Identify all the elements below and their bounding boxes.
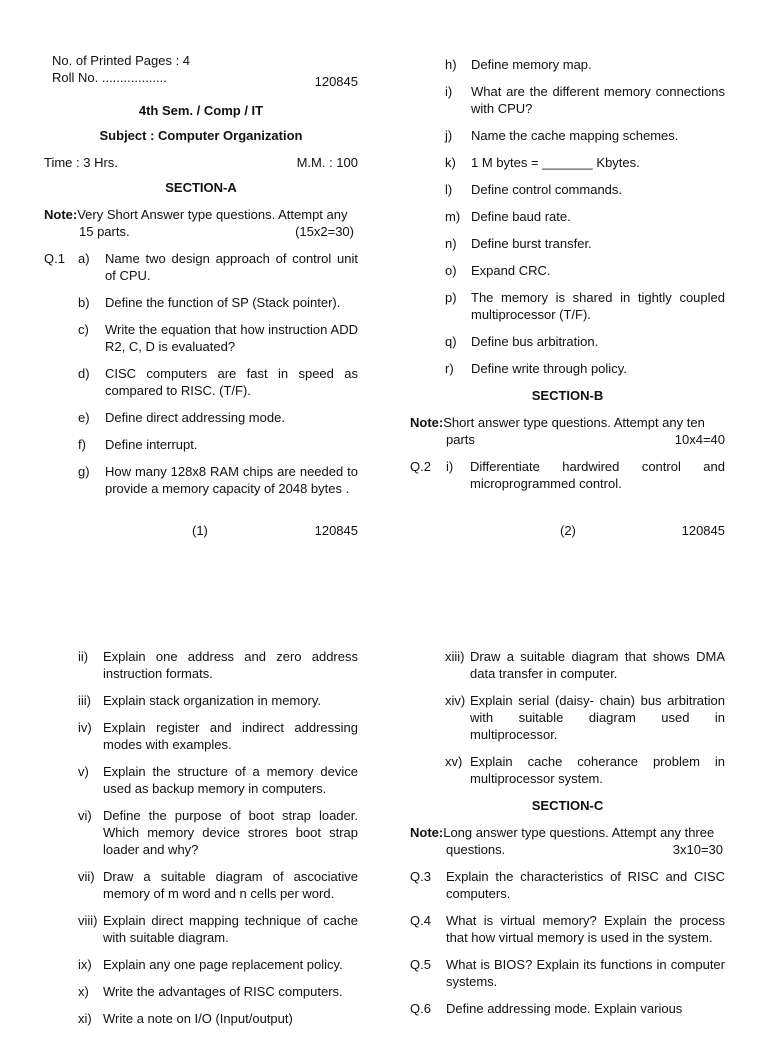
item-text: Explain stack organization in memory.	[103, 693, 321, 708]
item-label: l)	[445, 182, 453, 197]
note-text: Very Short Answer type questions. Attempt any	[77, 207, 348, 222]
section-a-title: SECTION-A	[165, 180, 237, 195]
section-c-title: SECTION-C	[531, 798, 604, 813]
item-text: Write a note on I/O (Input/output)	[103, 1011, 293, 1026]
question-number: Q.1	[44, 251, 65, 266]
item-text: Define the function of SP (Stack pointer).	[105, 295, 341, 310]
question-item	[44, 956, 358, 973]
item-label: d)	[78, 366, 90, 381]
question-item	[410, 868, 725, 902]
note-text-2: parts	[446, 432, 475, 447]
question-item	[44, 365, 358, 399]
item-text: Differentiate hardwired control and microprogrammed control.	[470, 459, 725, 491]
question-item	[410, 235, 725, 252]
item-text: 1 M bytes = _______ Kbytes.	[471, 155, 640, 170]
question-item	[410, 127, 725, 144]
item-label: viii)	[78, 913, 98, 928]
item-text: Explain one address and zero address instruction formats.	[103, 649, 358, 681]
question-item	[44, 1010, 358, 1027]
question-item	[44, 912, 358, 946]
item-text: What are the different memory connections with CPU?	[471, 84, 725, 116]
item-text: Define control commands.	[471, 182, 623, 197]
section-a-note	[44, 206, 358, 223]
page-3-column	[44, 648, 358, 1037]
printed-pages: No. of Printed Pages : 4	[52, 53, 191, 68]
note-label: Note:	[410, 825, 444, 840]
question-item	[44, 983, 358, 1000]
question-item	[44, 807, 358, 858]
note-text: Long answer type questions. Attempt any three	[443, 825, 715, 840]
item-label: vii)	[78, 869, 95, 884]
item-text: Explain cache coherance problem in multiprocessor system.	[470, 754, 725, 786]
question-item	[410, 360, 725, 377]
question-item	[44, 719, 358, 753]
question-item	[44, 868, 358, 902]
item-text: Explain serial (daisy- chain) bus arbitration with suitable diagram used in multiprocessor.	[470, 693, 725, 742]
question-item	[44, 294, 358, 311]
item-text: What is BIOS? Explain its functions in computer systems.	[446, 957, 725, 989]
section-c-note	[410, 824, 725, 841]
note-label: Note:	[44, 207, 78, 222]
item-text: Define the purpose of boot strap loader. Which memory device strores boot strap loader and why?	[103, 808, 358, 857]
question-item	[410, 458, 725, 492]
item-text: Name two design approach of control unit of CPU.	[105, 251, 358, 283]
item-text: Explain the characteristics of RISC and CISC computers.	[446, 869, 725, 901]
question-item	[44, 648, 358, 682]
question-item	[410, 289, 725, 323]
item-text: What is virtual memory? Explain the process that how virtual memory is used in the system.	[446, 913, 725, 945]
item-text: Write the advantages of RISC computers.	[103, 984, 343, 999]
item-label: p)	[445, 290, 457, 305]
item-label: f)	[78, 437, 86, 452]
item-label: xi)	[78, 1011, 92, 1026]
item-label: g)	[78, 464, 90, 479]
page-number: (2)	[560, 523, 576, 538]
item-text: Define bus arbitration.	[471, 334, 599, 349]
question-number: Q.5	[410, 957, 431, 972]
item-label: xiv)	[445, 693, 466, 708]
item-text: CISC computers are fast in speed as compared to RISC. (T/F).	[105, 366, 358, 398]
item-label: b)	[78, 295, 90, 310]
note-marks: 10x4=40	[674, 432, 725, 447]
question-item	[410, 912, 725, 946]
item-text: Explain any one page replacement policy.	[103, 957, 343, 972]
question-item	[44, 692, 358, 709]
note-line-2	[410, 841, 725, 858]
item-text: Define direct addressing mode.	[105, 410, 285, 425]
item-text: Draw a suitable diagram of ascociative memory of m word and n cells per word.	[103, 869, 358, 901]
item-text: Define interrupt.	[105, 437, 198, 452]
question-item	[44, 250, 358, 284]
item-label: e)	[78, 410, 90, 425]
item-label: m)	[445, 209, 461, 224]
max-marks: M.M. : 100	[296, 155, 358, 170]
roll-no: Roll No. ..................	[52, 70, 167, 85]
item-text: Define addressing mode. Explain various	[446, 1001, 683, 1016]
question-item	[44, 763, 358, 797]
question-item	[410, 692, 725, 743]
item-label: c)	[78, 322, 89, 337]
question-item	[410, 181, 725, 198]
note-line-2	[44, 223, 358, 240]
page-1-column	[44, 52, 358, 507]
item-label: r)	[445, 361, 454, 376]
item-text: Define baud rate.	[471, 209, 571, 224]
item-label: i)	[446, 459, 454, 474]
question-item	[410, 208, 725, 225]
item-text: How many 128x8 RAM chips are needed to provide a memory capacity of 2048 bytes .	[105, 464, 358, 496]
footer-code: 120845	[681, 523, 725, 538]
roll-row	[44, 69, 358, 90]
question-item	[410, 262, 725, 279]
note-text-2: questions.	[446, 842, 506, 857]
item-text: The memory is shared in tightly coupled multiprocessor (T/F).	[471, 290, 725, 322]
question-item	[410, 1000, 725, 1017]
note-text-2: 15 parts.	[79, 224, 130, 239]
item-label: iv)	[78, 720, 92, 735]
question-number: Q.2	[410, 459, 431, 474]
item-label: o)	[445, 263, 457, 278]
question-item	[410, 333, 725, 350]
note-line-2	[410, 431, 725, 448]
time: Time : 3 Hrs.	[44, 155, 118, 170]
footer-code: 120845	[314, 523, 358, 538]
question-item	[44, 463, 358, 497]
question-number: Q.4	[410, 913, 431, 928]
paper-code: 120845	[314, 74, 358, 89]
question-item	[410, 753, 725, 787]
question-item	[410, 154, 725, 171]
item-label: k)	[445, 155, 456, 170]
item-text: Define write through policy.	[471, 361, 627, 376]
note-marks: (15x2=30)	[295, 224, 354, 239]
page-1-footer	[44, 522, 358, 539]
question-item	[44, 321, 358, 355]
item-text: Define burst transfer.	[471, 236, 592, 251]
item-label: xiii)	[445, 649, 465, 664]
question-item	[44, 436, 358, 453]
page-4-column	[410, 648, 725, 1027]
question-item	[410, 56, 725, 73]
section-b-note	[410, 414, 725, 431]
item-text: Define memory map.	[471, 57, 592, 72]
item-label: ii)	[78, 649, 89, 664]
question-item	[410, 648, 725, 682]
item-label: vi)	[78, 808, 92, 823]
time-row	[44, 154, 358, 171]
item-label: a)	[78, 251, 90, 266]
page-2-footer	[410, 522, 725, 539]
item-text: Write the equation that how instruction ADD R2, C, D is evaluated?	[105, 322, 358, 354]
item-text: Name the cache mapping schemes.	[471, 128, 679, 143]
item-label: h)	[445, 57, 457, 72]
subject: Subject : Computer Organization	[99, 128, 303, 143]
item-label: i)	[445, 84, 453, 99]
page-2-column	[410, 56, 725, 502]
item-label: j)	[445, 128, 453, 143]
item-label: n)	[445, 236, 457, 251]
item-text: Explain direct mapping technique of cache with suitable diagram.	[103, 913, 358, 945]
item-label: x)	[78, 984, 89, 999]
item-label: xv)	[445, 754, 463, 769]
item-label: v)	[78, 764, 89, 779]
question-item	[410, 83, 725, 117]
semester: 4th Sem. / Comp / IT	[138, 103, 264, 118]
question-number: Q.3	[410, 869, 431, 884]
page-number: (1)	[192, 523, 208, 538]
note-label: Note:	[410, 415, 444, 430]
item-text: Expand CRC.	[471, 263, 551, 278]
item-text: Explain the structure of a memory device used as backup memory in computers.	[103, 764, 358, 796]
item-text: Explain register and indirect addressing modes with examples.	[103, 720, 358, 752]
question-number: Q.6	[410, 1001, 431, 1016]
item-text: Draw a suitable diagram that shows DMA data transfer in computer.	[470, 649, 725, 681]
item-label: ix)	[78, 957, 92, 972]
item-label: q)	[445, 334, 457, 349]
note-text: Short answer type questions. Attempt any ten	[443, 415, 705, 430]
note-marks: 3x10=30	[672, 842, 723, 857]
section-b-title: SECTION-B	[531, 388, 604, 403]
question-item	[44, 409, 358, 426]
item-label: iii)	[78, 693, 91, 708]
question-item	[410, 956, 725, 990]
